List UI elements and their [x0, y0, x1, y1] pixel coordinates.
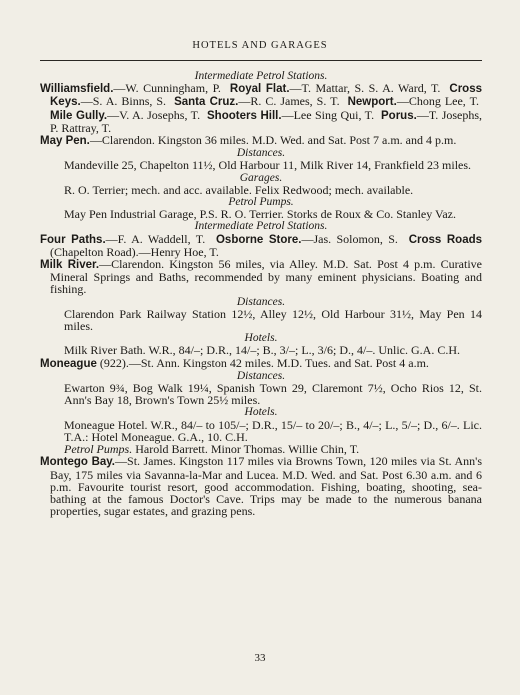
petrol-pumps-text: Harold Barrett. Minor Thomas. Willie Chin, T.: [132, 442, 360, 457]
petrol-pumps-label: Petrol Pumps.: [64, 442, 133, 457]
station-name: Newport.: [347, 96, 397, 109]
section-heading: Intermediate Petrol Stations.: [194, 220, 328, 233]
section-heading: Garages.: [239, 171, 283, 184]
station-name: Four Paths.: [40, 233, 106, 246]
town-entry-may-pen: [40, 134, 482, 147]
town-name: Montego Bay.: [40, 456, 116, 469]
section-heading: Distances.: [236, 369, 286, 382]
town-name: May Pen.: [40, 135, 90, 148]
header-rule: [40, 60, 482, 61]
petrol-pumps-text: May Pen Industrial Garage, P.S. R. O. Terrier. Storks de Roux & Co. Stanley Vaz.: [64, 207, 457, 222]
page-body: [40, 70, 482, 517]
station-name: Porus.: [381, 109, 417, 122]
station-detail: —F. A. Waddell, T.: [105, 231, 206, 246]
petrol-stations-entry: [40, 82, 482, 134]
station-name: Cross Keys.: [50, 83, 482, 109]
section-heading: Hotels.: [244, 332, 278, 345]
section-heading: Hotels.: [244, 406, 278, 419]
garages-text: R. O. Terrier; mech. and acc. available. Felix Redwood; mech. available.: [64, 182, 414, 197]
station-name: Royal Flat.: [229, 83, 290, 96]
section-heading: Intermediate Petrol Stations.: [194, 70, 328, 82]
town-description: —Clarendon. Kingston 36 miles. M.D. Wed. and Sat. Post 7 a.m. and 4 p.m.: [89, 133, 457, 148]
distances-text: Ewarton 9¾, Bog Walk 19¼, Spanish Town 29, Claremont 7½, Ocho Rios 12, St. Ann's Bay 18, Brown's Town 25½ miles.: [64, 381, 482, 408]
station-name: Williamsfield.: [40, 83, 114, 96]
station-name: Mile Gully.: [50, 109, 108, 122]
station-detail: —T. Mattar, S. S. A. Ward, T.: [289, 81, 441, 96]
station-name: Osborne Store.: [215, 233, 302, 246]
page-number: 33: [254, 652, 266, 664]
town-entry-montego-bay: [40, 455, 482, 517]
station-name: Santa Cruz.: [174, 96, 239, 109]
town-description: (922).—St. Ann. Kingston 42 miles. M.D. Tues. and Sat. Post 4 a.m.: [96, 355, 429, 370]
station-detail: —Chong Lee, T.: [396, 94, 480, 109]
station-detail: —S. A. Binns, S.: [80, 94, 167, 109]
station-detail: —W. Cunningham, P.: [113, 81, 221, 96]
town-entry-moneague: [40, 357, 482, 370]
station-detail: —V. A. Josephs, T.: [107, 107, 201, 122]
town-name: Milk River.: [40, 259, 100, 272]
running-header: HOTELS AND GARAGES: [192, 40, 328, 51]
town-name: Moneague: [40, 357, 97, 370]
town-description: —Clarendon. Kingston 56 miles, via Alley. M.D. Sat. Post 4 p.m. Curative Mineral Springs and Baths, recommended by many eminent physicians. Boating and fishing.: [50, 257, 482, 297]
town-entry-milk-river: [40, 258, 482, 296]
section-heading: Distances.: [236, 295, 286, 308]
section-heading: Petrol Pumps.: [228, 196, 294, 209]
petrol-stations-entry: [40, 233, 482, 258]
station-detail: —R. C. James, S. T.: [238, 94, 340, 109]
station-detail: —Lee Sing Qui, T.: [281, 107, 375, 122]
station-detail: (Chapelton Road).—Henry Hoe, T.: [50, 244, 219, 259]
station-detail: —T. Josephs, P. Rattray, T.: [50, 107, 483, 135]
distances-text: Clarendon Park Railway Station 12½, Alley 12½, Old Harbour 31½, May Pen 14 miles.: [64, 306, 482, 334]
distances-text: Mandeville 25, Chapelton 11½, Old Harbour 11, Milk River 14, Frankfield 23 miles.: [64, 158, 472, 173]
hotels-text: Milk River Bath. W.R., 84/–; D.R., 14/–; B., 3/–; L., 3/6; D., 4/–. Unlic. G.A. C.H.: [64, 343, 461, 358]
station-name: Shooters Hill.: [207, 109, 282, 122]
station-name: Cross Roads: [408, 233, 483, 246]
hotels-text: Moneague Hotel. W.R., 84/– to 105/–; D.R., 15/– to 20/–; B., 4/–; L., 5/–; D., 6/–. Lic. T.A.: Hotel Moneague. G.A., 10. C.H.: [64, 417, 482, 444]
section-heading: Distances.: [236, 147, 286, 160]
town-description: —St. James. Kingston 117 miles via Browns Town, 120 miles via St. Ann's Bay, 175 miles via Savanna-la-Mar and Lucea. M.D. Wed. and Sat. Post 6.30 a.m. and 6 p.m. Favourite tourist resort, good accommodation. Fishing, boating, shooting, sea-bathing at the famous Doctor's Cave. Trips may be made to the numerous banana properties, sugar estates, and grazing pens.: [50, 454, 482, 519]
station-detail: —Jas. Solomon, S.: [301, 231, 398, 246]
